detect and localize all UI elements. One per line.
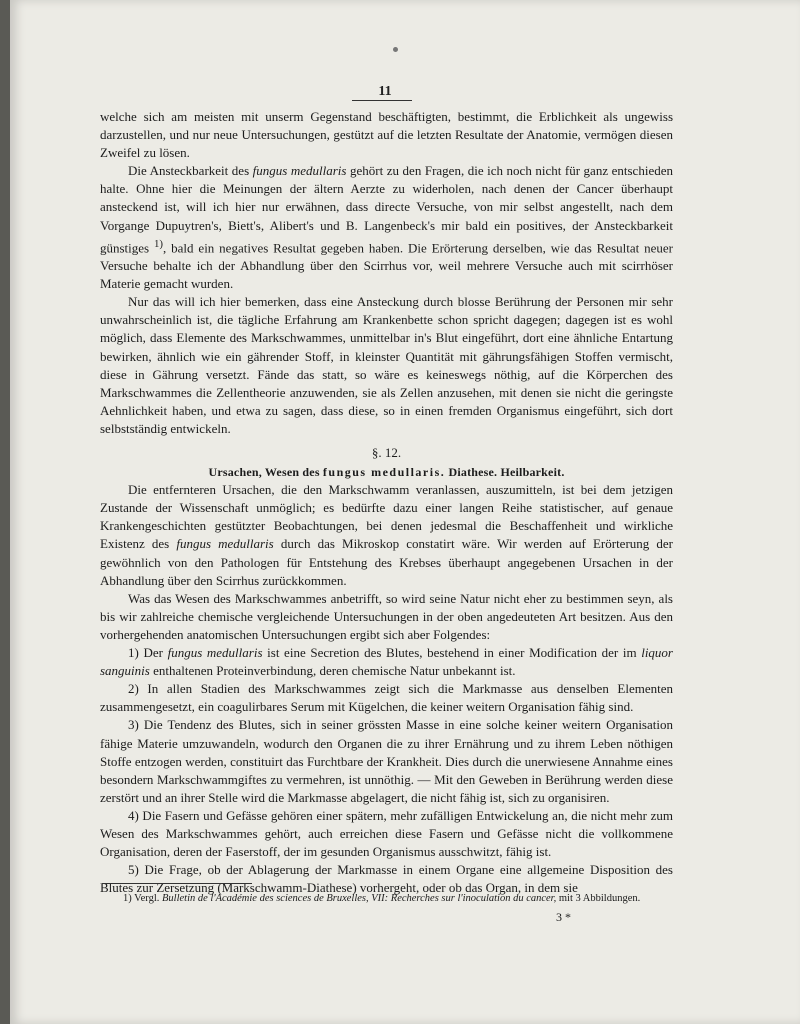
section-number: §. 12. [371,445,402,461]
text-run: Die Ansteckbarkeit des [128,163,253,179]
list-item-1 [100,644,673,680]
text-run: 1) Vergl. [123,893,162,904]
footnote [123,893,683,904]
section-heading [100,463,673,481]
text-run: 1) Der [128,645,168,661]
text-run: gehört zu den Fragen, die ich noch nicht für ganz entschieden halte. Ohne hier die Meinungen der ältern Aerzte zu widerholen, nach denen der Cancer überhaupt ansteckend ist, will ich hier nur erwähnen, dass directe Versuche, von mir selbst angestellt, nach dem Vorgange Dupuytren's, Biett's, Alibert's und B. Langenbeck's mir bald ein positives, der Ansteckbarkeit günstiges [100,163,673,255]
list-item-4: 4) Die Fasern und Gefässe gehören einer spätern, mehr zufälligen Entwickelung an, die nicht mehr zum Wesen des Markschwammes gehört, auch erreichen diese Fasern und Gefässe nicht die vollkommene Organisation, deren der Faserstoff, der im gesunden Organismus ausschwitzt, fähig ist. [100,807,673,860]
term-liquor-sanguinis: liquor sanguinis [100,645,673,679]
signature-mark: 3 * [556,910,571,924]
document-page [10,0,800,1024]
paragraph-contagion [100,162,673,293]
text-run: ist eine Secretion des Blutes, bestehend in einer Modification der im [262,645,642,661]
heading-term: fungus medullaris. [322,465,446,480]
list-item-5: 5) Die Frage, ob der Ablagerung der Markmasse in einem Organe eine allgemeine Disposition des Blutes zur Zersetzung (Markschwamm-Diathese) vorhergeht, oder ob das Organ, in dem sie [100,862,673,896]
heading-part: Diathese. Heilbarkeit. [445,465,565,480]
term-fungus-medullaris: fungus medullaris [252,163,347,179]
text-run: mit 3 Abbildungen. [556,893,641,904]
list-item-2: 2) In allen Stadien des Markschwammes zeigt sich die Markmasse aus denselben Elementen zusammengesetzt, ein coagulirbares Serum mit Kügelchen, die keiner weitern Organisation fähig sind. [100,681,673,715]
page-number-rule [352,100,412,101]
ink-dot [393,47,398,52]
paragraph-continuation: welche sich am meisten mit unserm Gegenstand beschäftigten, bestimmt, die Erblichkeit als ungewiss darzustellen, und nur neue Untersuchungen, gestützt auf die letzten Resultate der Anatomie, vermögen diesen Zweifel zu lösen. [100,109,673,161]
paragraph-nature: Was das Wesen des Markschwammes anbetrifft, so wird seine Natur nicht eher zu bestimmen seyn, als bis wir zahlreiche chemische vergleichende Untersuchungen in der oben angedeuteten Art besitzen. Aus den vorhergehenden anatomischen Untersuchungen ergibt sich aber Folgendes: [100,590,673,642]
term-fungus-medullaris: fungus medullaris [176,536,274,552]
body-text [100,108,673,897]
footnote-ref: 1) [154,237,164,250]
text-run: Die entfernteren Ursachen, die den Markschwamm veranlassen, auszumitteln, ist bei dem jetzigen Zustande der Wissenschaft unmöglich; es bedürfte dazu einer langen Reihe statistischer, auf genaue Krankengeschichten gestützter Beobachtungen, bei denen jedesmal die Beschaffenheit und wirkliche Existenz des [100,482,673,552]
term-fungus-medullaris: fungus medullaris [167,645,263,661]
footnote-rule [102,883,252,884]
paragraph-causes [100,481,673,590]
list-item-3: 3) Die Tendenz des Blutes, sich in seiner grössten Masse in eine solche keiner weitern Organisation fähige Materie umzuwandeln, wodurch den Organen die zu ihrer Ernährung und zu ihrem Leben nöthigen Stoffe entzogen werden, constituirt das Furchtbare der Krankheit. Dies durch die unerwiesene Annahme eines besondern Markschwammgiftes zu vermehren, ist unnöthig. — Mit den Geweben in Berührung werden diese zerstört und an ihrer Stelle wird die Markmasse abgelagert, die nicht fähig ist, sich zu organisiren. [100,717,673,805]
page-number: 11 [378,84,392,99]
text-run: , bald ein negatives Resultat gegeben haben. Die Erörterung derselben, wie das Resultat neuer Versuche behalte ich der Abhandlung über den Scirrhus vor, weil mehrere Versuche auch mit scirrhöser Materie gemacht wurden. [100,239,673,292]
heading-part: Ursachen, Wesen des [208,465,323,480]
paragraph-contact: Nur das will ich hier bemerken, dass eine Ansteckung durch blosse Berührung der Personen mir sehr unwahrscheinlich ist, die tägliche Erfahrung am Krankenbette schon spricht dagegen; dagegen ist es wohl möglich, dass Elemente des Markschwammes, unmittelbar in's Blut eingeführt, dort eine ähnliche Entartung bewirken, ähnlich wie ein gährender Stoff, in kleinster Quantität mit gährungsfähigen Stoffen vermischt, diese in Gährung versetzt. Fände das statt, so wäre es keineswegs nöthig, auf die Körperchen des Markschwammes die Zellentheorie anzuwenden, sie als Zellen anzusehen, mit denen sie nicht die geringste Aehnlichkeit haben, und etwa zu sagen, dass diese, so in einen fremden Organismus eingeführt, sich dort selbstständig entwickeln. [100,294,673,436]
text-run: durch das Mikroskop constatirt wäre. Wir werden auf Erörterung der gewöhnlich von den Pathologen für Entstehung des Krebses überhaupt angegebenen Ursachen in der Abhandlung über den Scirrhus zurückkommen. [100,536,673,588]
footnote-citation: Bulletin de l'Académie des sciences de Bruxelles, VII: Recherches sur l'inoculation du cancer, [162,893,557,904]
text-run: enthaltenen Proteinverbindung, deren chemische Natur unbekannt ist. [149,663,516,679]
